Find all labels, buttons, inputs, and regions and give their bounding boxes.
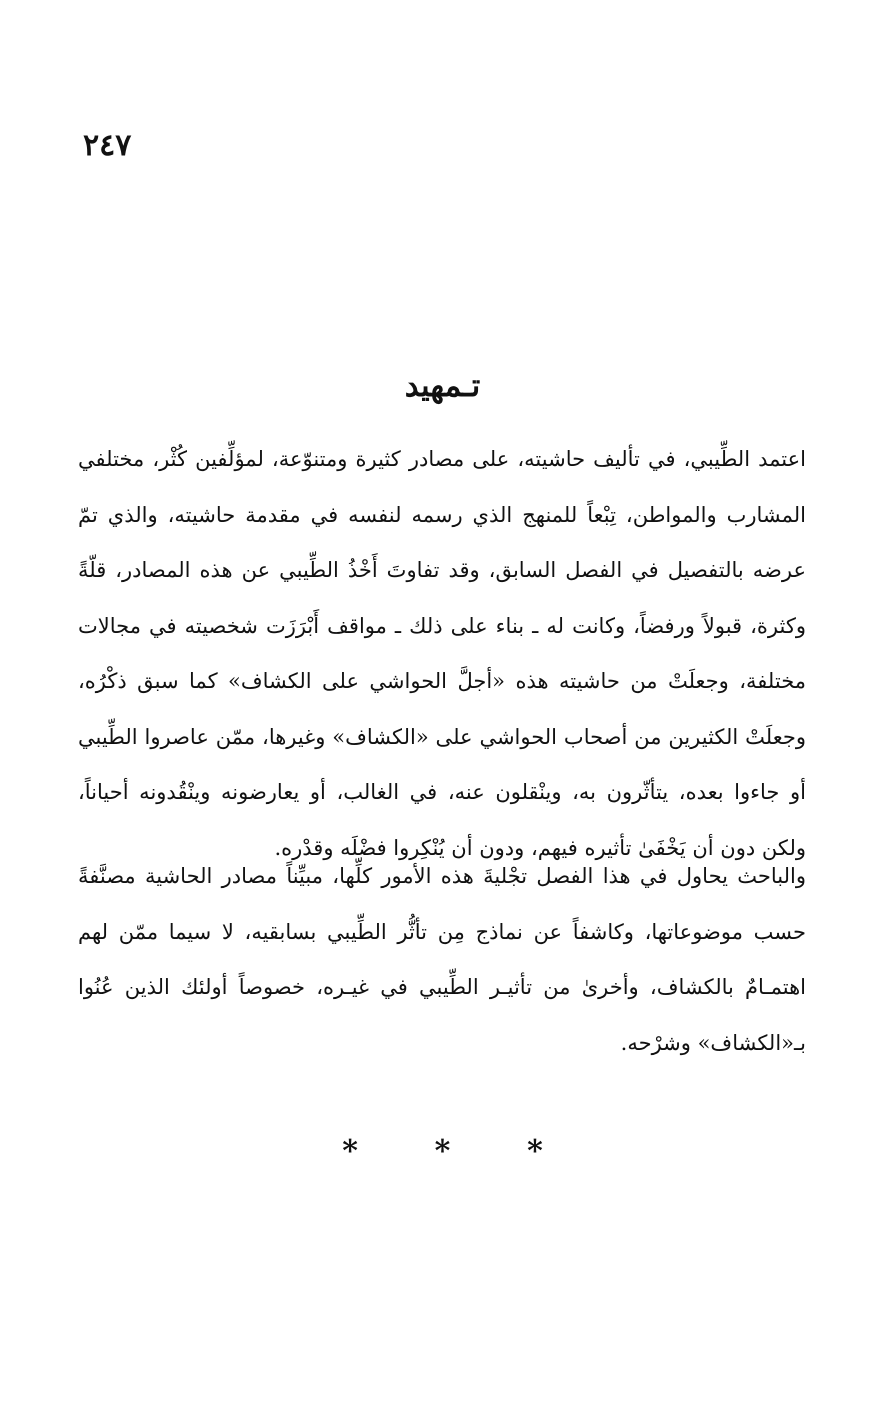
- paragraph-1: اعتمد الطِّيبي، في تأليف حاشيته، على مصادر كثيرة ومتنوّعة، لمؤلِّفين كُثْر، مختلفي المشارب والمواطن، تِبْعاً للمنهج الذي رسمه لنفسه في مقدمة حاشيته، والذي تمّ عرضه بالتفصيل في الفصل السابق، وقد تفاوتَ أَخْذُ الطِّيبي عن هذه المصادر، قلّةً وكثرة، قبولاً ورفضاً، وكانت له ـ بناء على ذلك ـ مواقف أَبْرَزَت شخصيته في مجالات مختلفة، وجعلَتْ من حاشيته هذه «أجلَّ الحواشي على الكشاف» كما سبق ذكْرُه، وجعلَتْ الكثيرين من أصحاب الحواشي على «الكشاف» وغيرها، ممّن عاصروا الطِّيبي أو جاءوا بعده، يتأثّرون به، وينْقلون عنه، في الغالب، أو يعارضونه وينْقُدونه أحياناً، ولكن دون أن يَخْفَىٰ تأثيره فيهم، ودون أن يُنْكِروا فضْلَه وقدْره.: [78, 447, 806, 860]
- separator-asterisk-right: *: [527, 1134, 543, 1169]
- separator-asterisk-center: *: [434, 1134, 451, 1169]
- chapter-title: تـمهيد: [404, 367, 481, 404]
- paragraph-2: والباحث يحاول في هذا الفصل تجْليةَ هذه الأمور كلِّها، مبيِّناً مصادر الحاشية مصنَّفةً حسب موضوعاتها، وكاشفاً عن نماذج مِن تأثُّر الطِّيبي بسابقيه، لا سيما ممّن لهم اهتمـامٌ بالكشاف، وأخرىٰ من تأثيـر الطِّيبي في غيـره، خصوصاً أولئك الذين عُنُوا بـ«الكشاف» وشرْحه.: [78, 864, 806, 1055]
- separator-asterisk-left: *: [342, 1134, 358, 1169]
- section-separator: [0, 1132, 885, 1172]
- page-number: ٢٤٧: [83, 128, 132, 163]
